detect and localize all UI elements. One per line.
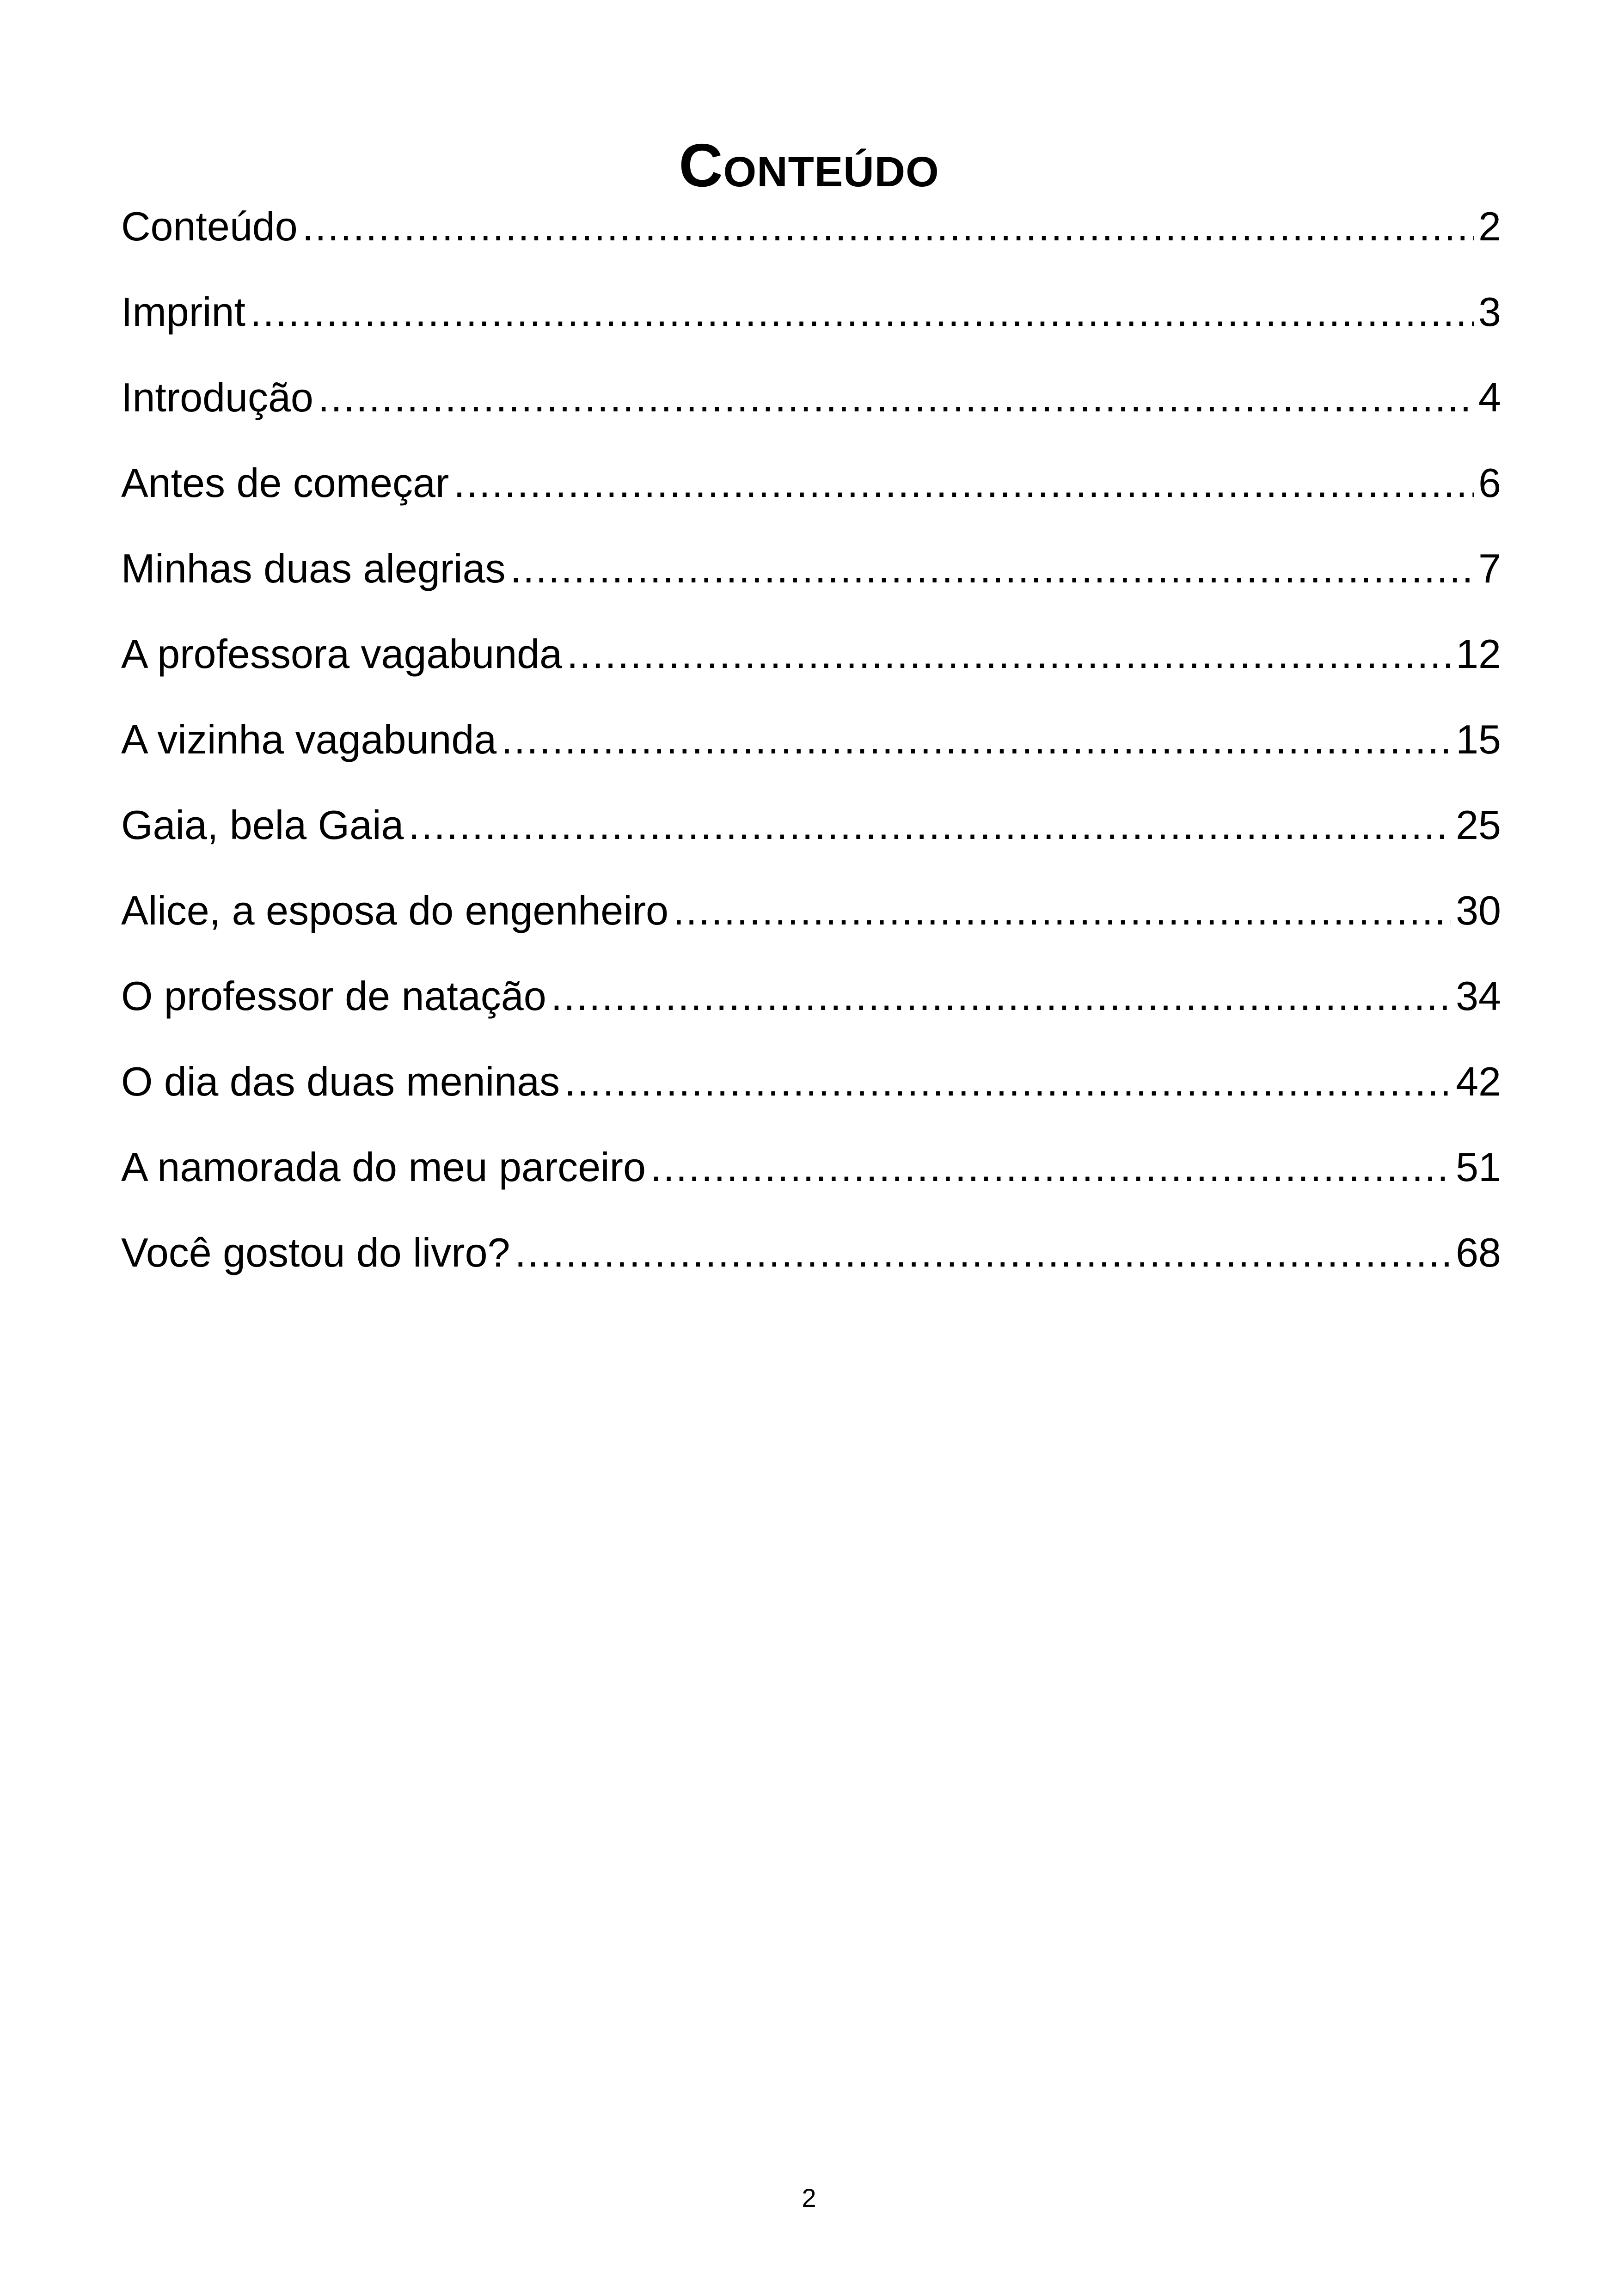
- toc-entry[interactable]: [121, 1052, 1501, 1137]
- dot-leader: [673, 881, 1451, 941]
- toc-entry[interactable]: [121, 881, 1501, 966]
- toc-entry-title: Antes de começar: [121, 460, 449, 506]
- toc-entry-page: 68: [1456, 1230, 1501, 1275]
- toc-entry-title: Introdução: [121, 374, 313, 420]
- dot-leader: [302, 196, 1474, 257]
- dot-leader: [454, 453, 1474, 513]
- toc-entry[interactable]: [121, 367, 1501, 453]
- toc-entry-page: 25: [1456, 802, 1501, 848]
- toc-entry[interactable]: [121, 710, 1501, 795]
- toc-entry-title: A namorada do meu parceiro: [121, 1144, 646, 1190]
- toc-entry-title: Imprint: [121, 289, 245, 335]
- toc-entry-page: 3: [1478, 289, 1501, 335]
- page-number: 2: [802, 2183, 816, 2212]
- dot-leader: [250, 282, 1474, 342]
- toc-entry-title: Minhas duas alegrias: [121, 545, 506, 591]
- toc-entry-page: 6: [1478, 460, 1501, 506]
- toc-entry[interactable]: [121, 453, 1501, 539]
- toc-entry-page: 4: [1478, 374, 1501, 420]
- toc-entry-page: 34: [1456, 973, 1501, 1019]
- table-of-contents: [121, 196, 1501, 1308]
- toc-entry[interactable]: [121, 624, 1501, 710]
- toc-entry[interactable]: [121, 196, 1501, 282]
- toc-entry-title: Você gostou do livro?: [121, 1230, 510, 1275]
- toc-entry-title: Alice, a esposa do engenheiro: [121, 888, 668, 933]
- toc-entry[interactable]: [121, 1137, 1501, 1223]
- dot-leader: [551, 966, 1451, 1026]
- toc-entry-page: 51: [1456, 1144, 1501, 1190]
- dot-leader: [501, 710, 1451, 770]
- toc-entry-title: Conteúdo: [121, 203, 298, 249]
- toc-entry-page: 30: [1456, 888, 1501, 933]
- dot-leader: [318, 367, 1474, 428]
- dot-leader: [564, 1052, 1451, 1112]
- dot-leader: [409, 795, 1452, 855]
- toc-entry[interactable]: [121, 1223, 1501, 1308]
- dot-leader: [650, 1137, 1451, 1197]
- toc-entry[interactable]: [121, 539, 1501, 624]
- dot-leader: [567, 624, 1451, 684]
- dot-leader: [510, 539, 1474, 599]
- toc-entry-title: A professora vagabunda: [121, 631, 563, 677]
- toc-entry-page: 42: [1456, 1059, 1501, 1104]
- toc-entry-title: A vizinha vagabunda: [121, 716, 497, 762]
- page-title: Conteúdo: [679, 131, 939, 200]
- toc-entry-title: Gaia, bela Gaia: [121, 802, 404, 848]
- toc-entry[interactable]: [121, 795, 1501, 881]
- toc-entry-title: O dia das duas meninas: [121, 1059, 560, 1104]
- toc-entry[interactable]: [121, 282, 1501, 367]
- toc-entry-page: 15: [1456, 716, 1501, 762]
- toc-entry-page: 12: [1456, 631, 1501, 677]
- dot-leader: [515, 1223, 1451, 1283]
- toc-entry-page: 2: [1478, 203, 1501, 249]
- toc-entry-page: 7: [1478, 545, 1501, 591]
- toc-entry-title: O professor de natação: [121, 973, 546, 1019]
- toc-entry[interactable]: [121, 966, 1501, 1052]
